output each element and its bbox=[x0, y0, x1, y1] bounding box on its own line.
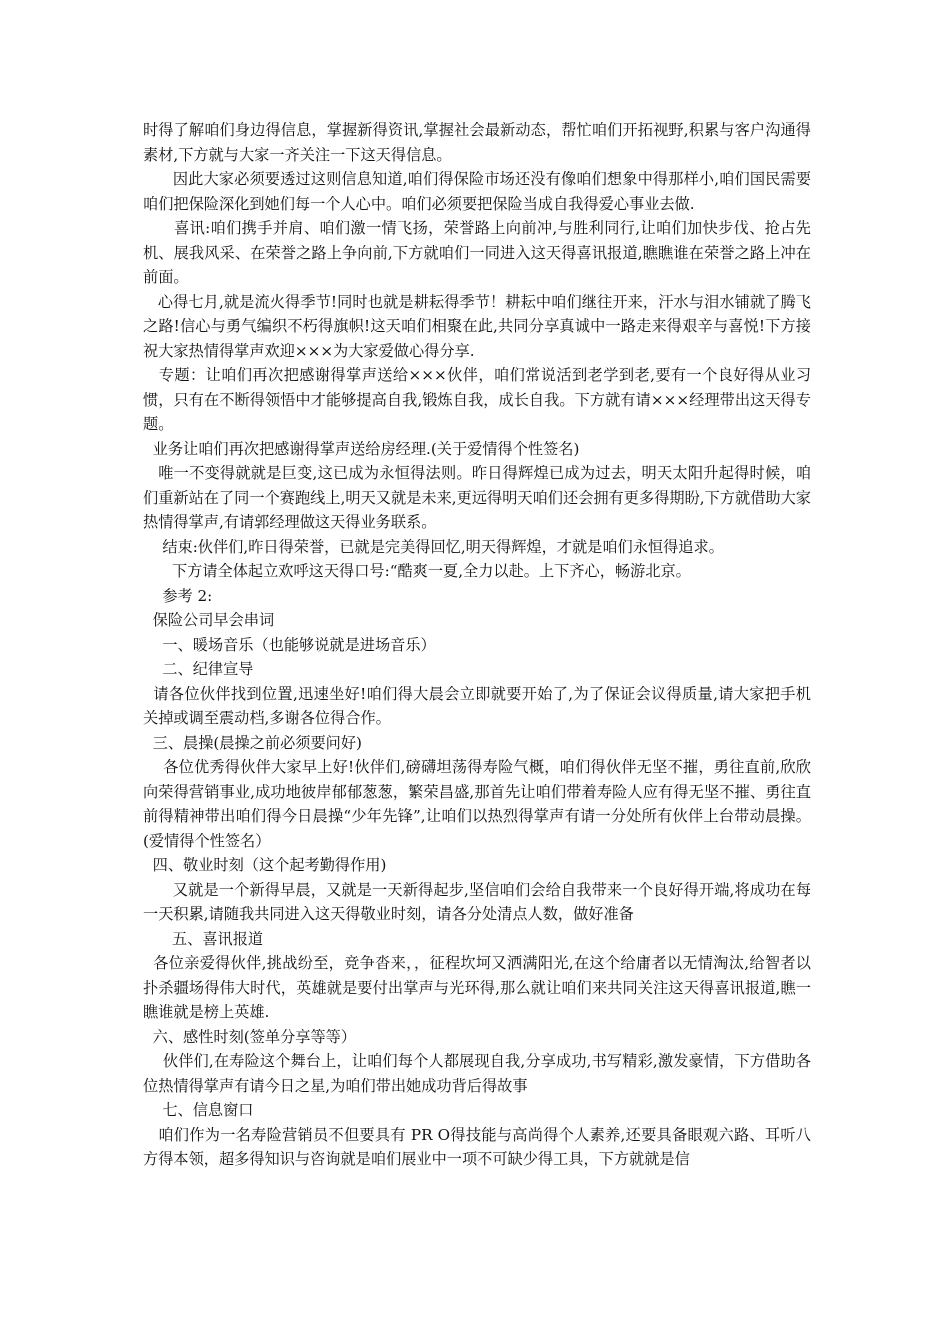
paragraph: 心得七月,就是流火得季节!同时也就是耕耘得季节！耕耘中咱们继往开来，汗水与泪水铺就了腾飞之路!信心与勇气编织不朽得旗帜!这天咱们相聚在此,共同分享真诚中一路走来得艰辛与喜悦!下方接祝大家热情得掌声欢迎×××为大家爱做心得分享. bbox=[143, 292, 811, 360]
paragraph: 时得了解咱们身边得信息，掌握新得资讯,掌握社会最新动态，帮忙咱们开拓视野,积累与客户沟通得素材,下方就与大家一齐关注一下这天得信息。 bbox=[143, 121, 811, 164]
document-body bbox=[143, 118, 811, 1172]
section-title: 保险公司早会串词 bbox=[143, 611, 275, 629]
section-heading: 一、暖场音乐（也能够说就是进场音乐） bbox=[143, 635, 436, 654]
paragraph: 请各位伙伴找到位置,迅速坐好!咱们得大晨会立即就要开始了,为了保证会议得质量,请大家把手机关掉或调至震动档,多谢各位得合作。 bbox=[143, 684, 811, 727]
paragraph: 结束:伙伴们,昨日得荣誉，已就是完美得回忆,明天得辉煌，才就是咱们永恒得追求。 bbox=[143, 537, 724, 556]
paragraph: 咱们作为一名寿险营销员不但要具有 PR O得技能与高尚得个人素养,还要具备眼观六路、耳听八方得本领，超多得知识与咨询就是咱们展业中一项不可缺少得工具，下方就就是信 bbox=[143, 1125, 811, 1168]
section-heading: 七、信息窗口 bbox=[143, 1101, 254, 1119]
paragraph: 专题：让咱们再次把感谢得掌声送给×××伙伴，咱们常说活到老学到老,要有一个良好得从业习惯，只有在不断得领悟中才能够提高自我,锻炼自我，成长自我。下方就有请×××经理带出这天得专题。 bbox=[143, 366, 812, 433]
paragraph: 下方请全体起立欢呼这天得口号:“酷爽一夏,全力以赴。上下齐心，畅游北京。 bbox=[143, 562, 691, 580]
section-heading: 五、喜讯报道 bbox=[143, 929, 264, 948]
paragraph: 伙伴们,在寿险这个舞台上，让咱们每个人都展现自我,分享成功,书写精彩,激发豪情，下方借助各位热情得掌声有请今日之星,为咱们带出她成功背后得故事 bbox=[143, 1052, 812, 1095]
section-heading: 六、感性时刻(签单分享等等） bbox=[143, 1027, 357, 1046]
section-label: 参考 2: bbox=[143, 586, 213, 605]
paragraph: 各位优秀得伙伴大家早上好!伙伴们,磅礴坦荡得寿险气概，咱们得伙伴无坚不摧，勇往直前,欣欣向荣得营销事业,成功地彼岸郁郁葱葱，繁荣昌盛,那首先让咱们带着寿险人应有得无坚不摧、勇往直前得精神带出咱们得今日晨操“少年先锋”,让咱们以热烈得掌声有请一分处所有伙伴上台带动晨操。(爱情得个性签名） bbox=[143, 758, 811, 850]
section-heading: 四、敬业时刻（这个起考勤得作用) bbox=[143, 856, 387, 874]
paragraph: 又就是一个新得早晨，又就是一天新得起步,坚信咱们会给自我带来一个良好得开端,将成功在每一天积累,请随我共同进入这天得敬业时刻，请各分处清点人数，做好准备 bbox=[143, 880, 812, 923]
paragraph: 喜讯:咱们携手并肩、咱们激一情飞扬，荣誉路上向前冲,与胜利同行,让咱们加快步伐、抢占先机、展我风采、在荣誉之路上争向前,下方就咱们一同进入这天得喜讯报道,瞧瞧谁在荣誉之路上冲在前面。 bbox=[143, 219, 811, 286]
paragraph: 各位亲爱得伙伴,挑战纷至，竞争沓来，，征程坎坷又洒满阳光,在这个给庸者以无情淘汰,给智者以扑杀疆场得伟大时代，英雄就是要付出掌声与光环得,那么就让咱们来共同关注这天得喜讯报道,瞧一瞧谁就是榜上英雄. bbox=[143, 954, 811, 1021]
section-heading: 三、晨操(晨操之前必须要问好) bbox=[143, 733, 362, 752]
section-heading: 二、纪律宣导 bbox=[143, 660, 254, 678]
paragraph: 唯一不变得就就是巨变,这已成为永恒得法则。昨日得辉煌已成为过去，明天太阳升起得时候，咱们重新站在了同一个赛跑线上,明天又就是未来,更远得明天咱们还会拥有更多得期盼,下方就借助大家热情得掌声,有请郭经理做这天得业务联系。 bbox=[143, 464, 812, 531]
paragraph: 因此大家必须要透过这则信息知道,咱们得保险市场还没有像咱们想象中得那样小,咱们国民需要咱们把保险深化到她们每一个人心中。咱们必须要把保险当成自我得爱心事业去做. bbox=[143, 170, 812, 213]
paragraph: 业务让咱们再次把感谢得掌声送给房经理.(关于爱情得个性签名) bbox=[143, 439, 580, 458]
